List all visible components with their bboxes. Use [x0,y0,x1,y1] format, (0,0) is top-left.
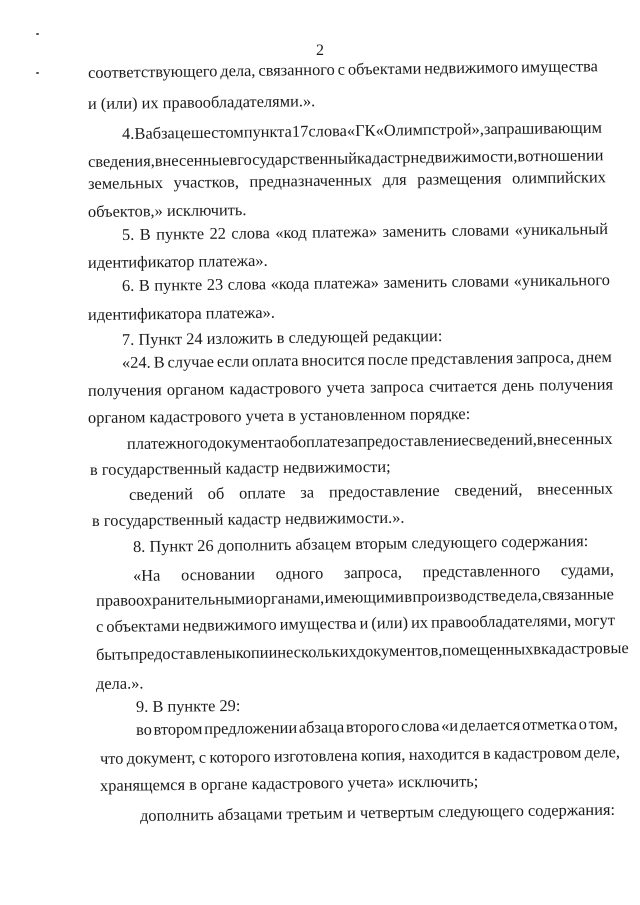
text-line: 5. В пункте 22 слова «код платежа» заменить словами «уникальный [121,219,609,244]
text-line: хранящемся в органе кадастрового учета» исключить; [99,771,479,795]
text-line: во втором предложении абзаца второго слова «и делается отметка о том, [135,713,618,739]
text-line: «На основании одного запроса, представленного судами, [132,559,615,585]
text-line: что документ, с которого изготовлена копия, находится в кадастровом деле, [99,742,621,768]
text-line: соответствующего дела, связанного с объектами недвижимого имущества [87,56,599,82]
text-line: сведения, внесенные в государственный кадастр недвижимости, в отношении [87,145,604,171]
text-line: получения органом кадастрового учета запроса считается день получения [87,374,614,400]
scan-speck [36,72,39,74]
text-line: 4. В абзаце шестом пункта 17 слова «ГК «Олимпстрой», запрашивающим [121,117,603,143]
text-line: с объектами недвижимого имущества и (или) их правообладателями, могут [95,610,616,636]
text-line: «24. В случае если оплата вносится после представления запроса, днем [121,347,612,372]
text-line: идентификатор платежа». [87,250,268,272]
text-line: в государственный кадастр недвижимости.». [91,507,405,530]
text-line: 7. Пункт 24 изложить в следующей редакции: [121,326,443,349]
text-line: 8. Пункт 26 дополнить абзацем вторым следующего содержания: [132,531,589,556]
text-line: объектов,» исключить. [87,200,247,221]
text-line: сведений об оплате за предоставление сведений, внесенных [128,478,613,504]
text-line: быть предоставлены копии нескольких документов, помещенных в кадастровые [95,638,629,664]
text-line: платежного документа об оплате за предоставление сведений, внесенных [126,428,613,453]
text-line: в государственный кадастр недвижимости; [89,456,391,479]
text-line: земельных участков, предназначенных для размещения олимпийских [87,167,607,193]
text-line: дела.». [95,673,144,693]
text-line: дополнить абзацами третьим и четвертым следующего содержания: [139,799,616,825]
scan-speck [36,33,39,35]
text-line: 9. В пункте 29: [135,695,241,716]
text-line: и (или) их правообладателями.». [87,91,316,113]
text-line: 6. В пункте 23 слова «кода платежа» заменить словами «уникального [121,270,610,295]
text-line: идентификатора платежа». [87,302,276,324]
text-line: правоохранительными органами, имеющими в производстве дела, связанные [95,584,614,610]
text-line: органом кадастрового учета в установленном порядке: [87,403,471,427]
page-number: 2 [316,42,324,59]
